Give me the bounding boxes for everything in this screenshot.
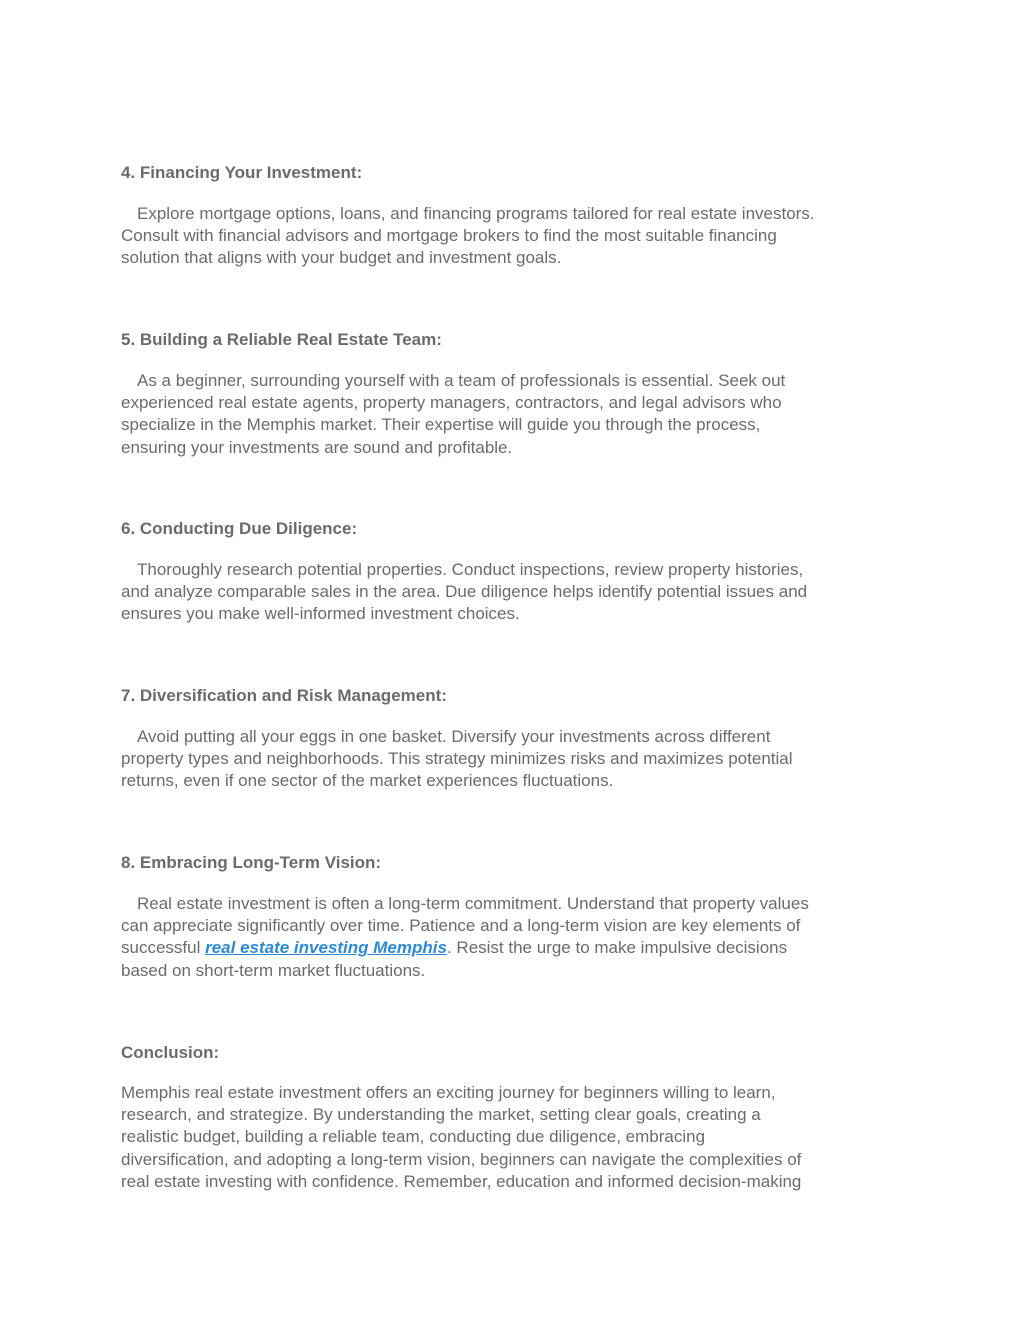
body-line: property types and neighborhoods. This strategy minimizes risks and maximizes potential bbox=[121, 749, 793, 769]
body-line: solution that aligns with your budget and investment goals. bbox=[121, 248, 562, 268]
body-line: Avoid putting all your eggs in one basket. Diversify your investments across different bbox=[137, 727, 771, 746]
section-body-team bbox=[121, 370, 921, 459]
body-line: research, and strategize. By understanding the market, setting clear goals, creating a bbox=[121, 1105, 761, 1125]
body-line: based on short-term market fluctuations. bbox=[121, 960, 426, 980]
section-body-conclusion bbox=[121, 1082, 921, 1193]
section-heading-due-diligence: 6. Conducting Due Diligence: bbox=[121, 519, 358, 538]
body-line: realistic budget, building a reliable team, conducting due diligence, embracing bbox=[121, 1127, 706, 1147]
body-line: ensures you make well-informed investment choices. bbox=[121, 604, 520, 624]
body-line: ensuring your investments are sound and profitable. bbox=[121, 437, 513, 457]
body-line: Consult with financial advisors and mortgage brokers to find the most suitable financing bbox=[121, 226, 777, 246]
body-line: successful real estate investing Memphis. Resist the urge to make impulsive decisions bbox=[121, 938, 788, 958]
body-line: and analyze comparable sales in the area. Due diligence helps identify potential issues and bbox=[121, 582, 808, 602]
body-line: diversification, and adopting a long-term vision, beginners can navigate the complexities of bbox=[121, 1149, 802, 1169]
real-estate-investing-memphis-link[interactable]: real estate investing Memphis bbox=[205, 938, 447, 958]
section-body-long-term bbox=[121, 893, 921, 982]
body-line: Real estate investment is often a long-term commitment. Understand that property values bbox=[137, 894, 809, 913]
section-heading-conclusion: Conclusion: bbox=[121, 1043, 220, 1062]
section-body-due-diligence bbox=[121, 559, 921, 626]
body-line: Thoroughly research potential properties. Conduct inspections, review property histories, bbox=[137, 560, 804, 579]
section-heading-long-term: 8. Embracing Long-Term Vision: bbox=[121, 853, 382, 872]
body-line: real estate investing with confidence. Remember, education and informed decision-making bbox=[121, 1171, 802, 1191]
body-line: returns, even if one sector of the market experiences fluctuations. bbox=[121, 771, 614, 791]
body-line: Memphis real estate investment offers an exciting journey for beginners willing to learn, bbox=[121, 1083, 776, 1102]
body-line: specialize in the Memphis market. Their expertise will guide you through the process, bbox=[121, 415, 761, 435]
body-line: experienced real estate agents, property managers, contractors, and legal advisors who bbox=[121, 393, 782, 413]
section-heading-diversification: 7. Diversification and Risk Management: bbox=[121, 686, 447, 705]
section-body-financing bbox=[121, 203, 921, 270]
section-heading-team: 5. Building a Reliable Real Estate Team: bbox=[121, 330, 442, 349]
body-line: Explore mortgage options, loans, and financing programs tailored for real estate investors. bbox=[137, 204, 815, 223]
section-heading-financing: 4. Financing Your Investment: bbox=[121, 163, 363, 182]
section-body-diversification bbox=[121, 726, 921, 793]
body-line: As a beginner, surrounding yourself with a team of professionals is essential. Seek out bbox=[137, 371, 786, 390]
body-line: can appreciate significantly over time. Patience and a long-term vision are key elements of bbox=[121, 916, 801, 936]
